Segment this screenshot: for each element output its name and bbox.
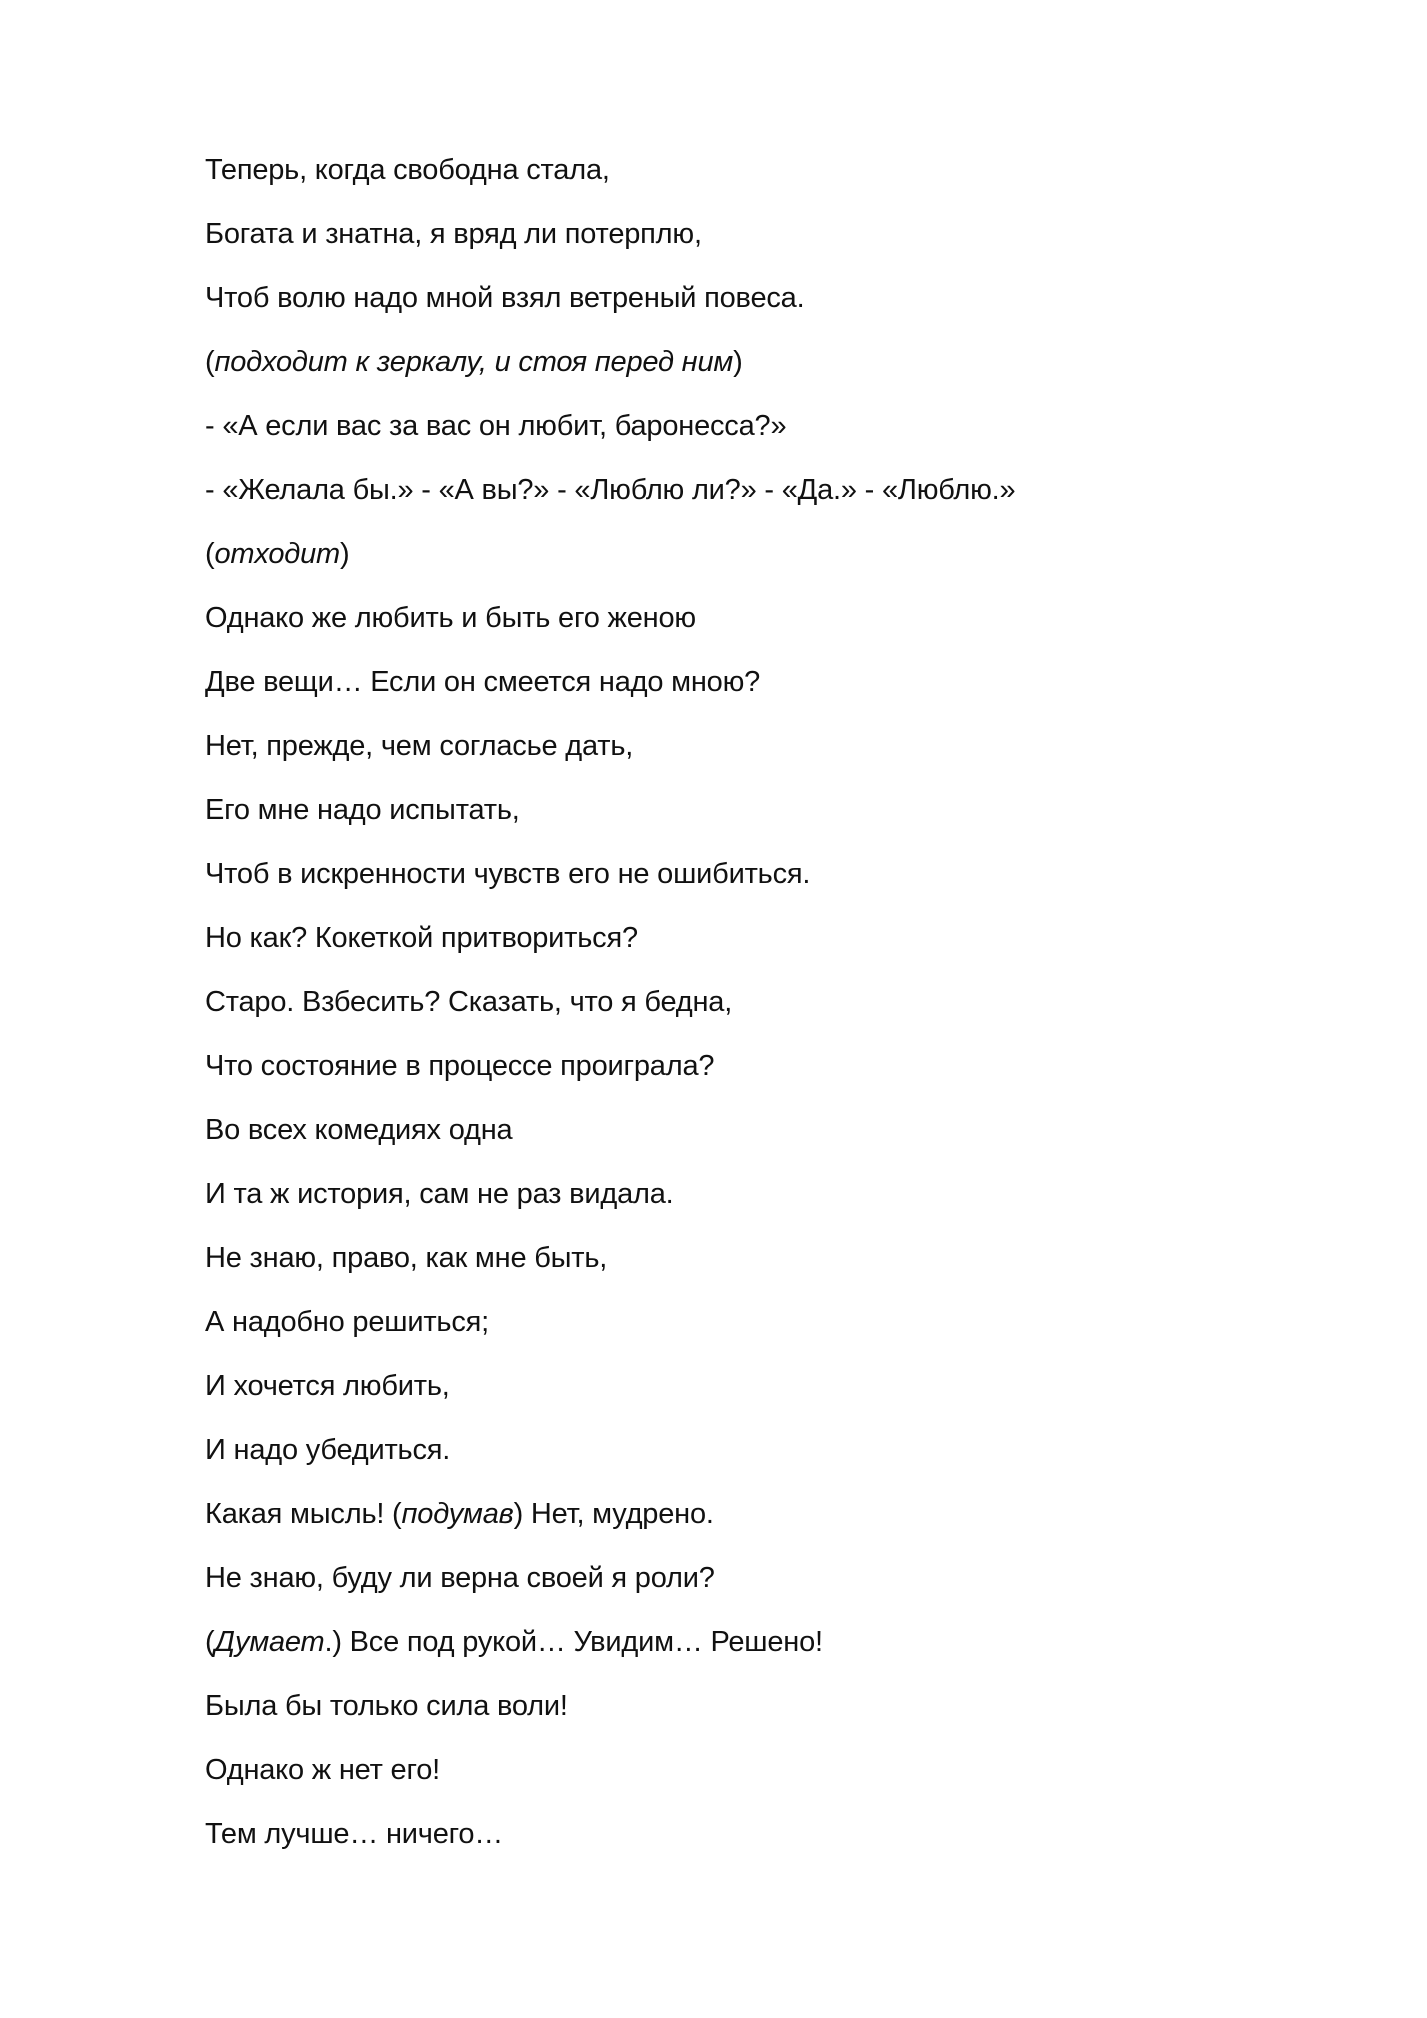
line-text: (: [205, 1626, 215, 1658]
text-line: [205, 1034, 1305, 1098]
line-text: Однако ж нет его!: [205, 1754, 441, 1786]
stage-direction: отходит: [214, 538, 340, 570]
text-line: [205, 1098, 1305, 1162]
line-text: Две вещи… Если он смеется надо мною?: [205, 666, 761, 698]
line-text: ): [339, 538, 350, 570]
line-text: Во всех комедиях одна: [205, 1114, 513, 1146]
line-text: Его мне надо испытать,: [205, 794, 520, 826]
text-line: [205, 842, 1305, 906]
line-text: ) Нет, мудрено.: [513, 1498, 714, 1530]
stage-direction: подумав: [401, 1498, 514, 1530]
text-line: [205, 970, 1305, 1034]
line-text: - «А если вас за вас он любит, баронесса?»: [205, 410, 787, 442]
text-line: [205, 522, 1305, 586]
line-text: Что состояние в процессе проиграла?: [205, 1050, 715, 1082]
line-text: ): [733, 346, 743, 378]
text-line: [205, 330, 1305, 394]
text-line: [205, 1482, 1305, 1546]
line-text: Теперь, когда свободна стала,: [205, 154, 610, 186]
text-line: [205, 138, 1305, 202]
text-line: [205, 202, 1305, 266]
line-text: И хочется любить,: [205, 1370, 450, 1402]
line-text: И та ж история, сам не раз видала.: [205, 1178, 674, 1210]
line-text: Чтоб волю надо мной взял ветреный повеса.: [205, 282, 805, 314]
stage-direction: Думает: [214, 1626, 325, 1658]
text-line: [205, 1738, 1305, 1802]
line-text: - «Желала бы.» - «А вы?» - «Люблю ли?» - «Да.» - «Люблю.»: [205, 474, 1016, 506]
line-text: Но как? Кокеткой притвориться?: [205, 922, 638, 954]
text-line: [205, 586, 1305, 650]
text-line: [205, 778, 1305, 842]
text-line: [205, 1226, 1305, 1290]
text-line: [205, 1290, 1305, 1354]
line-text: Тем лучше… ничего…: [205, 1818, 504, 1850]
line-text: Старо. Взбесить? Сказать, что я бедна,: [205, 986, 733, 1018]
line-text: И надо убедиться.: [205, 1434, 451, 1466]
text-line: [205, 1418, 1305, 1482]
line-text: Однако же любить и быть его женою: [205, 602, 696, 634]
line-text: Богата и знатна, я вряд ли потерплю,: [205, 218, 702, 250]
text-line: [205, 1546, 1305, 1610]
poem-text: [205, 138, 1305, 1866]
line-text: Не знаю, право, как мне быть,: [205, 1242, 608, 1274]
text-line: [205, 714, 1305, 778]
text-line: [205, 1610, 1305, 1674]
text-line: [205, 906, 1305, 970]
line-text: Какая мысль! (: [205, 1498, 402, 1530]
line-text: (: [205, 346, 215, 378]
text-line: [205, 394, 1305, 458]
text-line: [205, 266, 1305, 330]
line-text: (: [205, 538, 215, 570]
text-line: [205, 458, 1305, 522]
line-text: А надобно решиться;: [205, 1306, 489, 1338]
line-text: Не знаю, буду ли верна своей я роли?: [205, 1562, 715, 1594]
text-line: [205, 1354, 1305, 1418]
text-line: [205, 1162, 1305, 1226]
text-line: [205, 650, 1305, 714]
stage-direction: подходит к зеркалу, и стоя перед ним: [214, 346, 734, 378]
line-text: Нет, прежде, чем согласье дать,: [205, 730, 634, 762]
line-text: Была бы только сила воли!: [205, 1690, 568, 1722]
line-text: .) Все под рукой… Увидим… Решено!: [324, 1626, 823, 1658]
text-line: [205, 1802, 1305, 1866]
text-line: [205, 1674, 1305, 1738]
line-text: Чтоб в искренности чувств его не ошибиться.: [205, 858, 811, 890]
